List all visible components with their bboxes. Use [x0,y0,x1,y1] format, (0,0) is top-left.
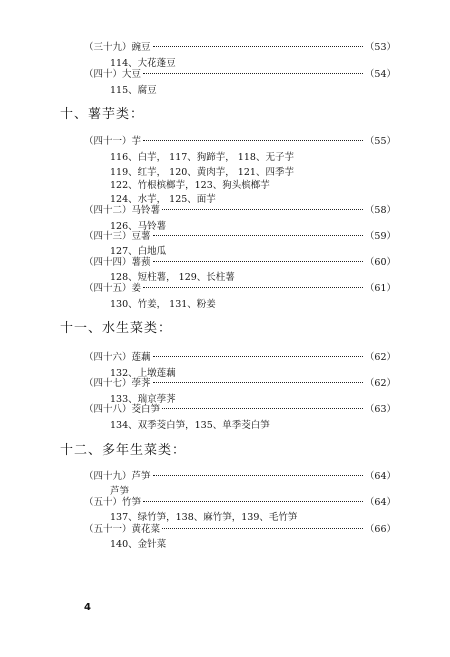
toc-subitem: 133、瑞京荸荠 [110,394,176,405]
toc-page-ref: （64） [364,497,396,508]
toc-entry-label: （四十八）茭白笋 [84,404,161,415]
dot-leader [143,501,363,502]
toc-page-ref: （53） [364,42,396,53]
toc-page-ref: （58） [364,205,396,216]
toc-entry-label: （五十）竹笋 [84,497,142,508]
section-heading-11: 十一、水生菜类： [60,321,173,336]
dot-leader [153,235,363,236]
toc-entry-45[interactable] [84,281,396,296]
toc-subitem: 130、竹姜， 131、粉姜 [110,299,216,310]
toc-subitem: 115、腐豆 [110,85,157,96]
section-heading-12: 十二、多年生菜类： [60,443,187,458]
toc-page-ref: （64） [364,471,396,482]
toc-entry-label: （四十四）薯蓣 [84,257,151,268]
toc-entry-label: （五十一）黄花菜 [84,524,161,535]
toc-entry-49[interactable] [84,469,396,484]
section-heading-10: 十、薯芋类： [60,107,145,122]
toc-subitem: 116、白芋， 117、狗蹄芋， 118、无子芋 [110,152,294,163]
toc-subitem: 134、双季茭白笋，135、单季茭白笋 [110,420,270,431]
dot-leader [153,261,363,262]
toc-page-ref: （62） [364,378,396,389]
dot-leader [143,287,363,288]
toc-entry-43[interactable] [84,229,396,244]
toc-page-ref: （63） [364,404,396,415]
toc-entry-50[interactable] [84,495,396,510]
toc-subitem: 芦笋 [110,486,130,497]
toc-page-ref: （59） [364,231,396,242]
dot-leader [162,528,363,529]
toc-page-ref: （62） [364,352,396,363]
toc-entry-label: （四十六）莲藕 [84,352,151,363]
dot-leader [143,73,363,74]
toc-subitem: 128、短柱薯， 129、长柱薯 [110,272,235,283]
toc-subitem: 124、水芋， 125、面芋 [110,194,216,205]
dot-leader [143,140,363,141]
toc-entry-label: （四十三）豆薯 [84,231,151,242]
dot-leader [153,46,363,47]
toc-entry-41[interactable] [84,134,396,149]
dot-leader [162,209,363,210]
toc-page-ref: （55） [364,136,396,147]
toc-entry-label: （四十九）芦笋 [84,471,151,482]
page-number: 4 [84,602,91,613]
toc-entry-40[interactable] [84,67,396,82]
toc-entry-label: （四十五）姜 [84,283,142,294]
dot-leader [153,382,363,383]
toc-entry-label: （四十一）芋 [84,136,142,147]
toc-entry-47[interactable] [84,376,396,391]
toc-entry-label: （四十二）马铃薯 [84,205,161,216]
toc-entry-51[interactable] [84,522,396,537]
toc-entry-46[interactable] [84,350,396,365]
toc-entry-39[interactable] [84,40,396,55]
toc-page-ref: （61） [364,283,396,294]
toc-subitem: 126、马铃薯 [110,221,167,232]
toc-page-ref: （66） [364,524,396,535]
toc-page-ref: （54） [364,69,396,80]
toc-subitem: 127、白地瓜 [110,246,167,257]
toc-subitem: 132、上墩莲藕 [110,368,176,379]
toc-subitem: 140、金针菜 [110,539,167,550]
toc-entry-44[interactable] [84,255,396,270]
toc-subitem: 114、大花蓬豆 [110,58,176,69]
dot-leader [153,356,363,357]
toc-entry-label: （四十）大豆 [84,69,142,80]
toc-entry-label: （四十七）荸荠 [84,378,151,389]
toc-subitem: 137、绿竹笋，138、麻竹笋，139、毛竹笋 [110,512,298,523]
toc-entry-48[interactable] [84,402,396,417]
toc-subitem: 122、竹根槟榔芋，123、狗头槟榔芋 [110,180,270,191]
toc-subitem: 119、红芋， 120、黄肉芋， 121、四季芋 [110,167,294,178]
toc-page-ref: （60） [364,257,396,268]
dot-leader [153,475,363,476]
toc-entry-label: （三十九）豌豆 [84,42,151,53]
toc-entry-42[interactable] [84,203,396,218]
dot-leader [162,408,363,409]
